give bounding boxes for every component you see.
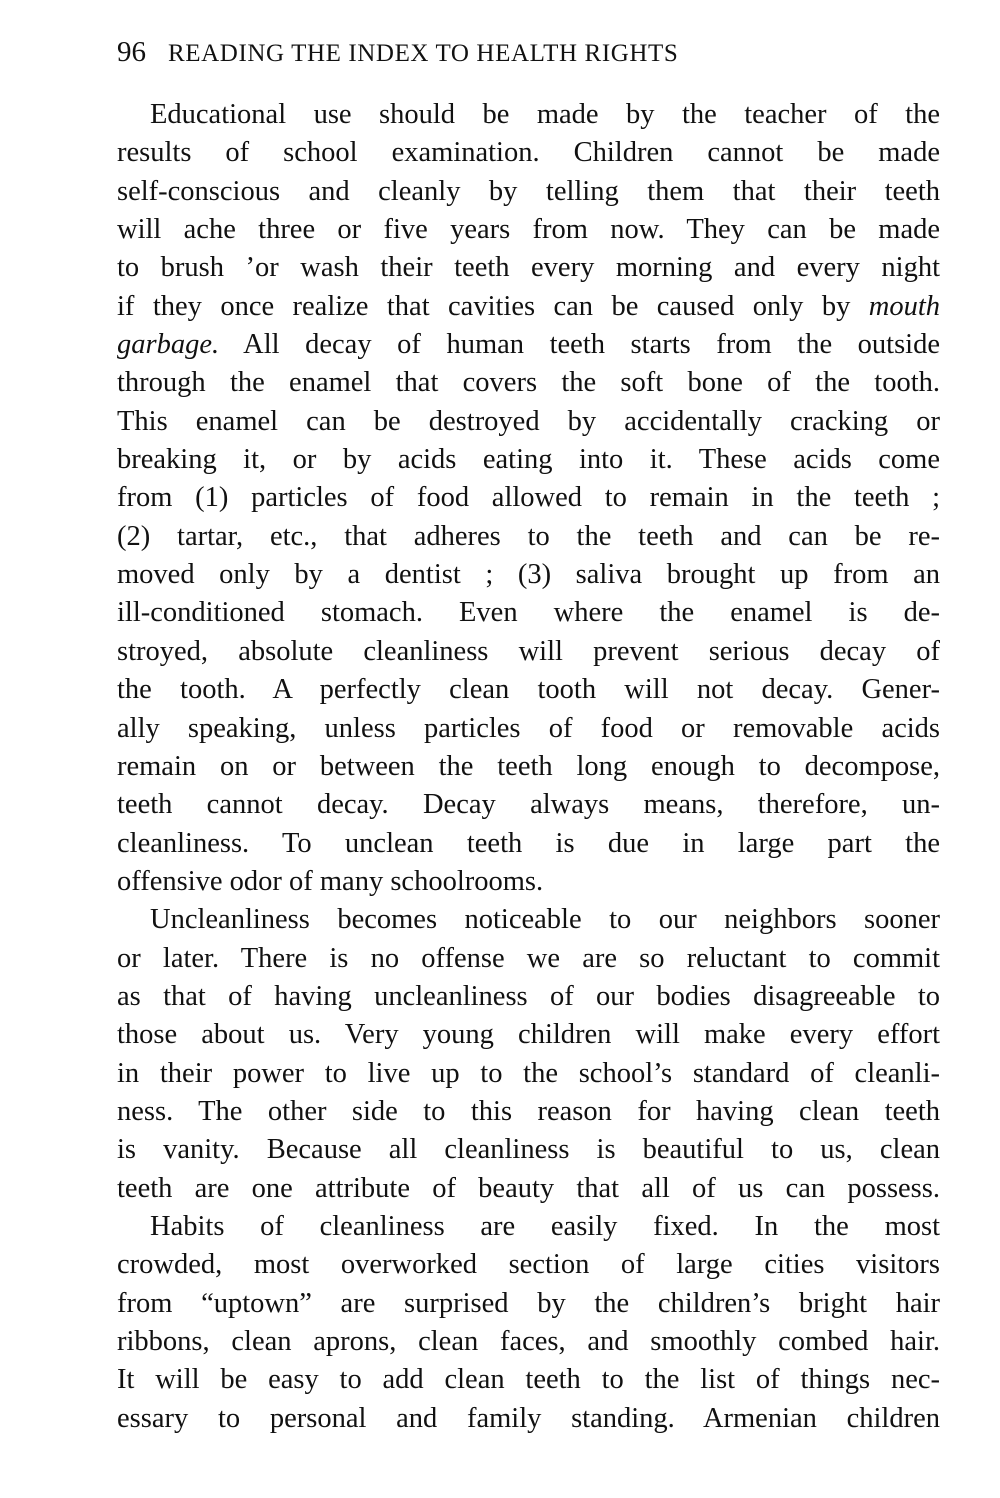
- text-line: moved only by a dentist ; (3) saliva brought up from an: [117, 559, 940, 591]
- text-line: or later. There is no offense we are so reluctant to commit: [117, 942, 940, 974]
- text-fragment: All decay of human teeth starts from the outside: [219, 329, 940, 361]
- text-line: ally speaking, unless particles of food or removable acids: [117, 712, 940, 744]
- text-line: teeth cannot decay. Decay always means, therefore, un-: [117, 789, 940, 821]
- text-line: This enamel can be destroyed by accidentally cracking or: [117, 405, 940, 437]
- text-line: ill-conditioned stomach. Even where the enamel is de-: [117, 597, 940, 629]
- text-line: those about us. Very young children will make every effort: [117, 1019, 940, 1051]
- text-line: through the enamel that covers the soft bone of the tooth.: [117, 367, 940, 399]
- paragraph-3: [117, 1208, 940, 1438]
- text-line: will ache three or five years from now. They can be made: [117, 214, 940, 246]
- text-line: essary to personal and family standing. Armenian children: [117, 1402, 940, 1434]
- text-line: breaking it, or by acids eating into it. These acids come: [117, 444, 940, 476]
- paragraph-2: [117, 901, 940, 1208]
- text-line: teeth are one attribute of beauty that all of us can possess.: [117, 1172, 940, 1204]
- text-line: stroyed, absolute cleanliness will prevent serious decay of: [117, 635, 940, 667]
- text-line: remain on or between the teeth long enough to decompose,: [117, 750, 940, 782]
- running-head-title: READING THE INDEX TO HEALTH RIGHTS: [168, 40, 679, 67]
- text-line: Uncleanliness becomes noticeable to our neighbors sooner: [150, 904, 940, 936]
- text-line: offensive odor of many schoolrooms.: [117, 865, 544, 897]
- text-fragment: if they once realize that cavities can be caused only by: [117, 290, 869, 322]
- text-line: Educational use should be made by the teacher of the: [150, 99, 940, 130]
- paragraph-1: [117, 96, 940, 901]
- text-line: cleanliness. To unclean teeth is due in large part the: [117, 827, 940, 859]
- text-line: Habits of cleanliness are easily fixed. In the most: [150, 1210, 940, 1242]
- text-line: as that of having uncleanliness of our bodies disagreeable to: [117, 980, 940, 1012]
- page-number: 96: [117, 36, 146, 68]
- text-line: (2) tartar, etc., that adheres to the teeth and can be re-: [117, 520, 940, 552]
- text-line: in their power to live up to the school’s standard of cleanli-: [117, 1057, 940, 1089]
- italic-phrase: garbage.: [117, 329, 220, 361]
- running-head: [117, 36, 877, 72]
- text-line: the tooth. A perfectly clean tooth will not decay. Gener-: [117, 674, 940, 706]
- text-line: It will be easy to add clean teeth to the list of things nec-: [117, 1364, 940, 1396]
- text-line: to brush ’or wash their teeth every morning and every night: [117, 252, 940, 284]
- text-line: crowded, most overworked section of large cities visitors: [117, 1249, 940, 1281]
- text-line: from (1) particles of food allowed to remain in the teeth ;: [117, 482, 940, 514]
- text-line: [117, 326, 940, 364]
- text-line: is vanity. Because all cleanliness is beautiful to us, clean: [117, 1134, 940, 1166]
- italic-phrase: mouth: [868, 290, 940, 322]
- text-line: results of school examination. Children cannot be made: [117, 137, 940, 169]
- text-line: ness. The other side to this reason for having clean teeth: [117, 1095, 940, 1127]
- text-line: from “uptown” are surprised by the children’s bright hair: [117, 1287, 940, 1319]
- body-text: [117, 96, 940, 1438]
- text-line: ribbons, clean aprons, clean faces, and smoothly combed hair.: [117, 1326, 940, 1357]
- text-line: [117, 288, 940, 326]
- text-line: self-conscious and cleanly by telling them that their teeth: [117, 175, 940, 207]
